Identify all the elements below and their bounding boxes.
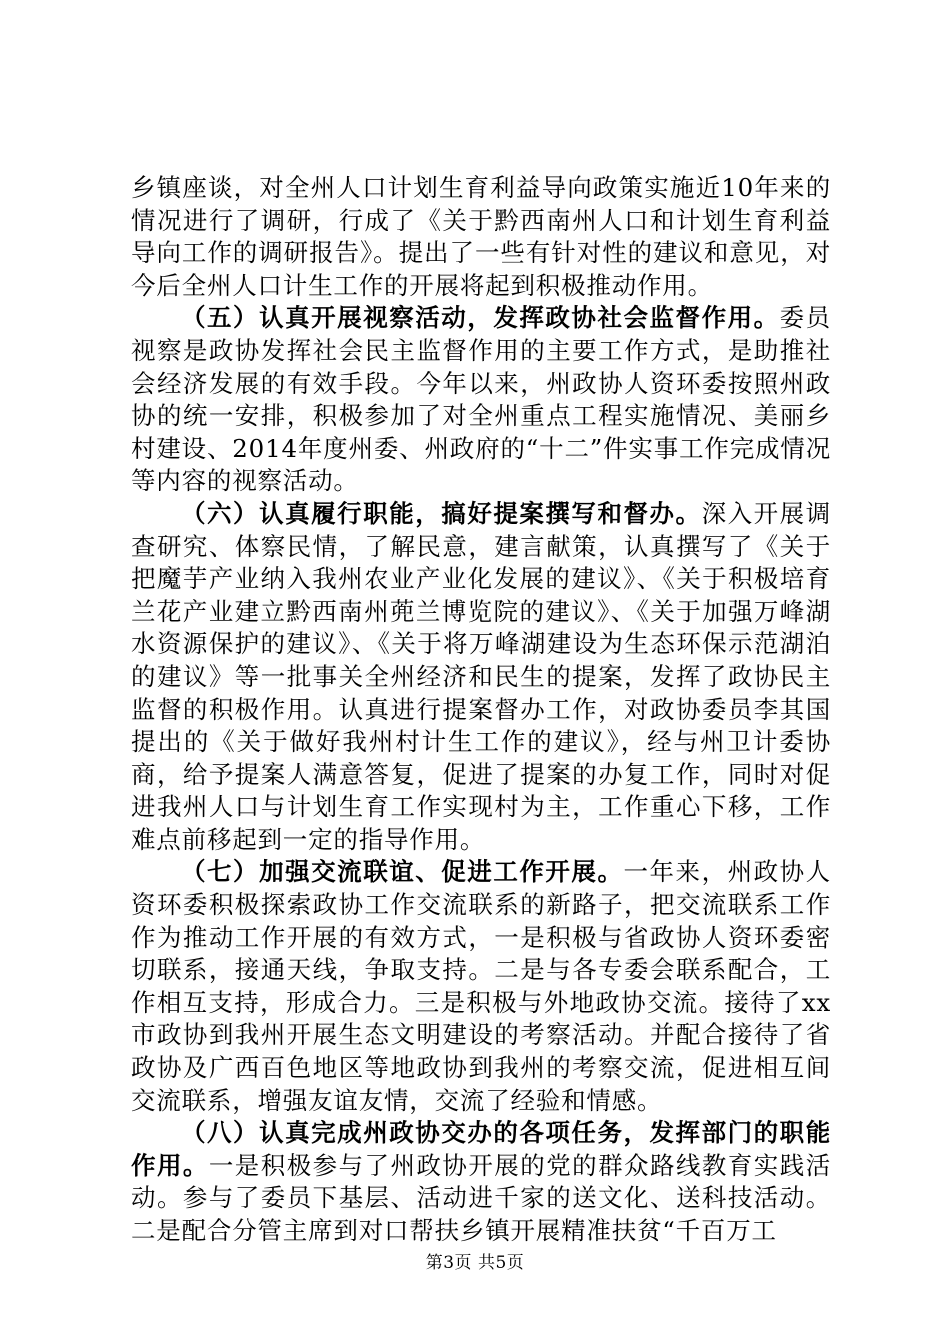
page-number-footer: 第3页 共5页	[425, 1253, 525, 1273]
paragraph-section-6	[131, 498, 831, 857]
paragraph-section-5	[131, 302, 831, 498]
paragraph-body: 一年来，州政协人资环委积极探索政协工作交流联系的新路子，把交流联系工作作为推动工作开展的有效方式，一是积极与省政协人资环委密切联系，接通天线，争取支持。二是与各专委会联系配合，工作相互支持，形成合力。三是积极与外地政协交流。接待了xx市政协到我州开展生态文明建设的考察活动。并配合接待了省政协及广西百色地区等地政协到我州的考察交流，促进相互间交流联系，增强友谊友情，交流了经验和情感。	[131, 857, 831, 1115]
paragraph-heading: （八）认真完成州政协交办的各项任务，发挥部门的职能作用。	[131, 1118, 831, 1180]
paragraph-section-7	[131, 856, 831, 1117]
paragraph-body: 委员视察是政协发挥社会民主监督作用的主要工作方式，是助推社会经济发展的有效手段。今年以来，州政协人资环委按照州政协的统一安排，积极参加了对全州重点工程实施情况、美丽乡村建设、2014年度州委、州政府的“十二”件实事工作完成情况等内容的视察活动。	[131, 303, 831, 496]
paragraph-body: 乡镇座谈，对全州人口计划生育利益导向政策实施近10年来的情况进行了调研，行成了《关于黔西南州人口和计划生育利益导向工作的调研报告》。提出了一些有针对性的建议和意见，对今后全州人口计生工作的开展将起到积极推动作用。	[131, 173, 831, 300]
paragraph-body: 一是积极参与了州政协开展的党的群众路线教育实践活动。参与了委员下基层、活动进千家的送文化、送科技活动。二是配合分管主席到对口帮扶乡镇开展精准扶贫“千百万工	[131, 1150, 831, 1245]
paragraph-body: 深入开展调查研究、体察民情，了解民意，建言献策，认真撰写了《关于把魔芋产业纳入我州农业产业化发展的建议》、《关于积极培育兰花产业建立黔西南州蔸兰博览院的建议》、《关于加强万峰湖水资源保护的建议》、《关于将万峰湖建设为生态环保示范湖泊的建议》等一批事关全州经济和民生的提案，发挥了政协民主监督的积极作用。认真进行提案督办工作，对政协委员李其国提出的《关于做好我州村计生工作的建议》，经与州卫计委协商，给予提案人满意答复，促进了提案的办复工作，同时对促进我州人口与计划生育工作实现村为主，工作重心下移，工作难点前移起到一定的指导作用。	[131, 498, 832, 854]
paragraph-section-8	[131, 1117, 831, 1247]
paragraph-heading: （七）加强交流联谊、促进工作开展。	[181, 857, 624, 887]
paragraph-heading: （五）认真开展视察活动，发挥政协社会监督作用。	[181, 303, 780, 333]
paragraph-continuation	[131, 172, 831, 302]
paragraph-heading: （六）认真履行职能，搞好提案撰写和督办。	[181, 498, 702, 528]
body-text	[131, 172, 831, 1248]
